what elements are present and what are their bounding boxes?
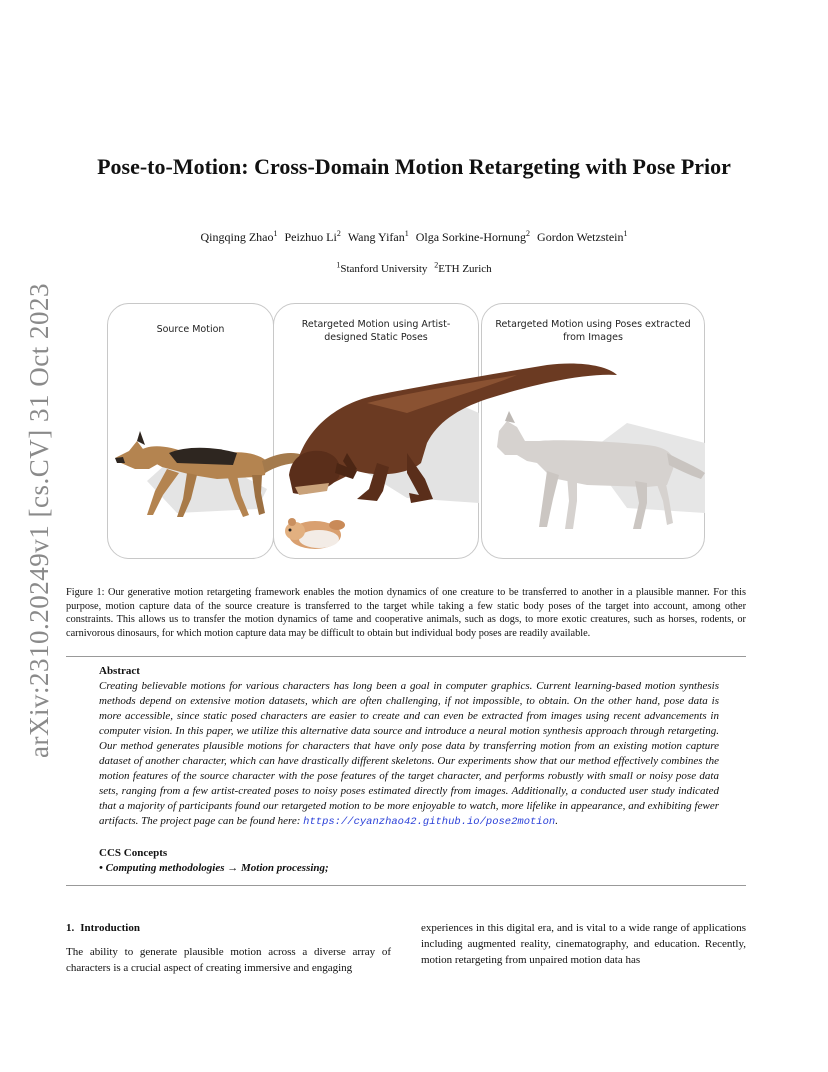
- project-page-link[interactable]: https://cyanzhao42.github.io/pose2motion: [303, 816, 556, 828]
- abstract-heading: Abstract: [99, 665, 140, 677]
- author: Qingqing Zhao$^1$: [200, 229, 278, 244]
- author: Olga Sorkine-Hornung$^2$: [415, 229, 531, 244]
- intro-paragraph-continued: experiences in this digital era, and is vital to a wide range of applications including augmented reality, cinematography, and education. Recently, motion retargeting from unpaired motion data has: [421, 922, 746, 966]
- divider-bottom: [66, 885, 746, 886]
- ccs-concepts: [99, 846, 719, 876]
- panel-label: Retargeted Motion using Poses extracted from Images: [495, 319, 691, 343]
- ccs-item: • Computing methodologies → Motion processing;: [99, 862, 329, 874]
- abstract-body: Creating believable motions for various characters has long been a goal in computer graphics. Current learning-based motion synthesis methods depend on extensive motion datasets, which are often challenging, if not impossible, to obtain. On the other hand, pose data is more accessible, since static posed characters are easier to create and can even be extracted from images using recent advancements in computer vision. In this paper, we utilize this alternative data source and introduce a neural motion synthesis approach through retargeting. Our method generates plausible motions for characters that have only pose data by transferring motion from an existing motion capture dataset of another character, which can have drastically different skeletons. Our experiments show that our method effectively combines the motion features of the source character with the pose features of the target character, and performs robustly with small or noisy pose data sets, ranging from a few artist-created poses to noisy poses estimated directly from images. Additionally, a conducted user study indicated that a majority of participants found our retargeted motion to be more enjoyable to watch, more lifelike in appearance, and exhibiting fewer artifacts. The project page can be found here: https://cyanzhao42.github.io/pose2motion.: [99, 680, 719, 828]
- affiliation: $^2$ETH Zurich: [434, 260, 492, 275]
- panel-label: Source Motion: [156, 324, 225, 335]
- divider-top: [66, 656, 746, 657]
- author-list: [0, 229, 828, 245]
- teaser-figure: [107, 303, 705, 559]
- ccs-heading: CCS Concepts: [99, 847, 168, 859]
- intro-right-column: [421, 920, 746, 968]
- arxiv-stamp: [22, 283, 62, 760]
- affiliation-list: [0, 260, 828, 275]
- figure-scene: [107, 303, 705, 559]
- figure-caption: Figure 1: Our generative motion retargeting framework enables the motion dynamics of one creature to be transferred to another in a plausible manner. For this purpose, motion capture data of the source creature is transferred to the target while taking a few static body poses of the target into account, among other constraints. This allows us to transfer the motion dynamics of tame and cooperative animals, such as dogs, to more exotic creatures, such as horses, rodents, or carnivorous dinosaurs, for which motion capture data may be difficult to obtain but individual body poses are readily available.: [66, 587, 746, 639]
- intro-left-column: [66, 920, 391, 976]
- paper-title: Pose-to-Motion: Cross-Domain Motion Retargeting with Pose Prior: [97, 154, 731, 179]
- panel-label: Retargeted Motion using Artist-designed Static Poses: [301, 319, 451, 343]
- hamster-illustration: [285, 518, 345, 549]
- section-heading: 1. Introduction: [66, 922, 140, 934]
- author: Gordon Wetzstein$^1$: [537, 229, 628, 244]
- intro-paragraph: The ability to generate plausible motion across a diverse array of characters is a crucial aspect of creating immersive and engaging: [66, 946, 391, 974]
- author: Peizhuo Li$^2$: [284, 229, 341, 244]
- affiliation: $^1$Stanford University: [336, 260, 428, 275]
- author: Wang Yifan$^1$: [347, 229, 409, 244]
- abstract: [99, 664, 719, 830]
- arxiv-id: arXiv:2310.20249v1 [cs.CV] 31 Oct 2023: [24, 283, 54, 758]
